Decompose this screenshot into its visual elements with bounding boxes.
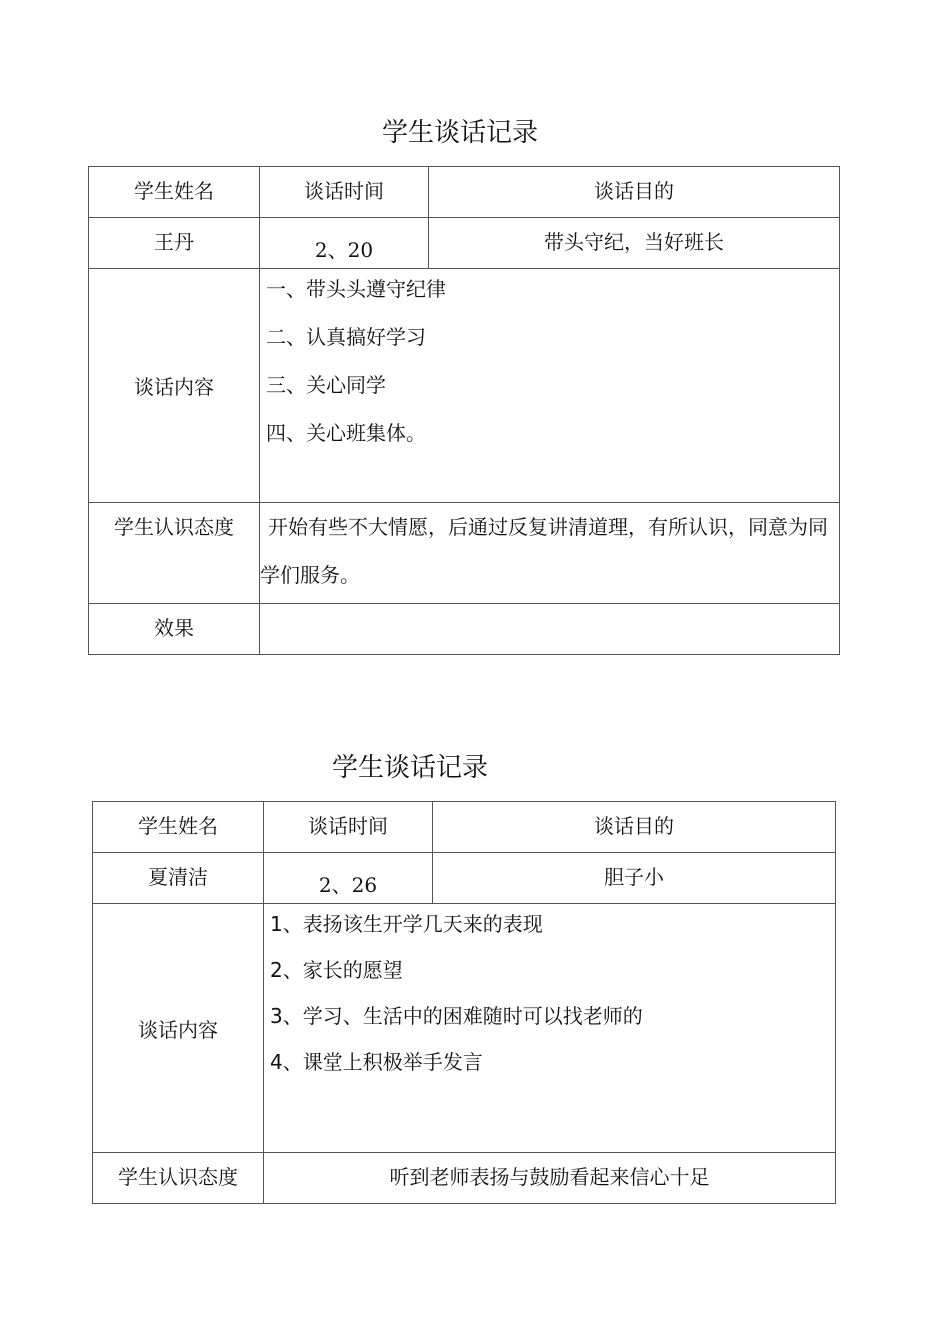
talk-date: 2、26 xyxy=(264,853,433,904)
attitude-label: 学生认识态度 xyxy=(93,1153,264,1204)
talk-date: 2、20 xyxy=(260,218,429,269)
talk-record-table xyxy=(88,166,840,655)
list-item: 四、关心班集体。 xyxy=(266,421,426,445)
list-item: 3、学习、生活中的困难随时可以找老师的 xyxy=(270,1004,643,1028)
effect-label: 效果 xyxy=(89,604,260,655)
talk-record-table xyxy=(92,801,836,1204)
header-student-name: 学生姓名 xyxy=(89,167,260,218)
list-item: 4、课堂上积极举手发言 xyxy=(270,1050,483,1074)
header-talk-purpose: 谈话目的 xyxy=(429,167,840,218)
record-title: 学生谈话记录 xyxy=(332,753,489,783)
talk-content xyxy=(264,904,836,1153)
list-item: 一、带头头遵守纪律 xyxy=(266,277,446,301)
header-talk-time: 谈话时间 xyxy=(264,802,433,853)
attitude-label: 学生认识态度 xyxy=(89,503,260,604)
student-attitude: 听到老师表扬与鼓励看起来信心十足 xyxy=(264,1153,836,1204)
student-attitude: 开始有些不大情愿，后通过反复讲清道理，有所认识，同意为同学们服务。 xyxy=(260,503,840,604)
talk-purpose: 带头守纪，当好班长 xyxy=(429,218,840,269)
student-name: 夏清洁 xyxy=(93,853,264,904)
effect-value xyxy=(260,604,840,655)
header-talk-purpose: 谈话目的 xyxy=(433,802,836,853)
list-item: 三、关心同学 xyxy=(266,373,386,397)
list-item: 2、家长的愿望 xyxy=(270,958,403,982)
header-talk-time: 谈话时间 xyxy=(260,167,429,218)
talk-content xyxy=(260,269,840,503)
record-title: 学生谈话记录 xyxy=(382,118,539,148)
talk-purpose: 胆子小 xyxy=(433,853,836,904)
list-item: 1、表扬该生开学几天来的表现 xyxy=(270,912,543,936)
content-label: 谈话内容 xyxy=(93,904,264,1153)
student-name: 王丹 xyxy=(89,218,260,269)
header-student-name: 学生姓名 xyxy=(93,802,264,853)
content-label: 谈话内容 xyxy=(89,269,260,503)
list-item: 二、认真搞好学习 xyxy=(266,325,426,349)
